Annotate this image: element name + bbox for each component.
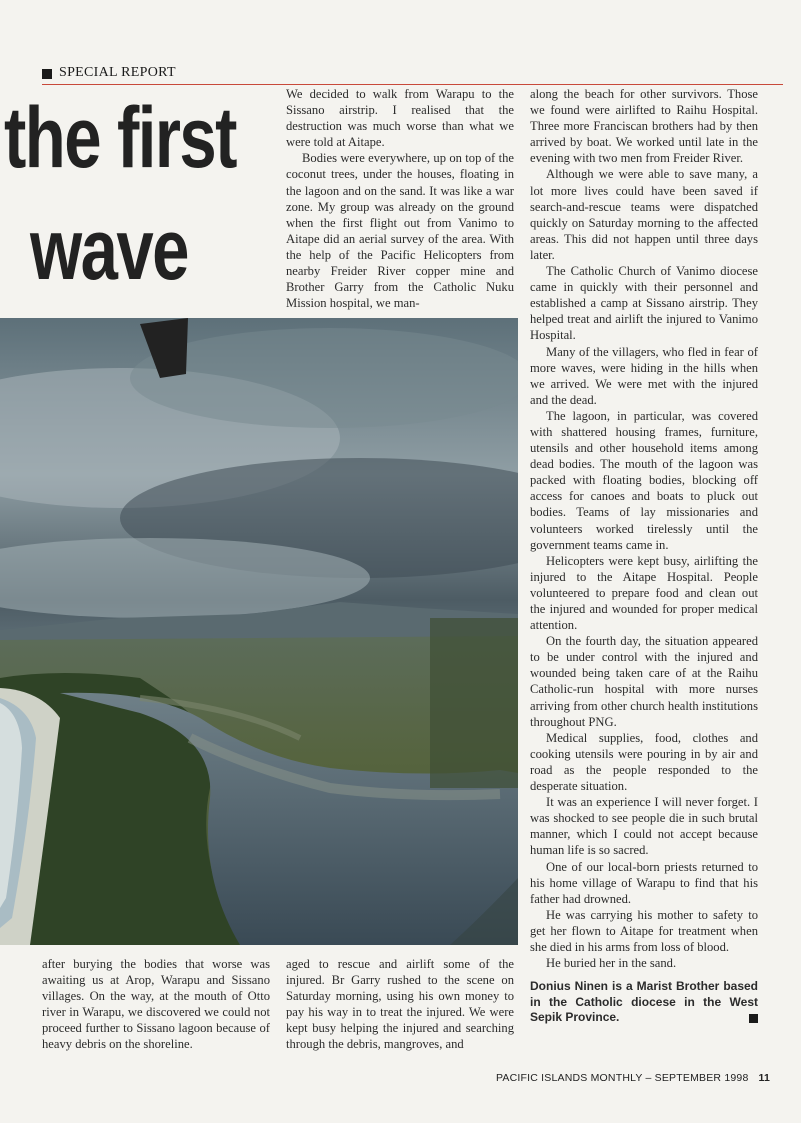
- publication-line: PACIFIC ISLANDS MONTHLY – SEPTEMBER 1998: [496, 1072, 749, 1084]
- page-footer: [0, 1072, 770, 1084]
- headline: [0, 78, 285, 323]
- paragraph: The Catholic Church of Vanimo diocese came in quickly with their personnel and established a camp at Sissano airstrip. They helped treat and airlift the injured to Vanimo Hospital.: [530, 264, 758, 343]
- paragraph: It was an experience I will never forget. I was shocked to see people die in such brutal manner, which I could not accept because human life is so sacred.: [530, 795, 758, 858]
- headline-line-1: the first: [4, 90, 236, 186]
- article-column-2: [286, 86, 514, 311]
- aerial-photo-lagoon: [0, 318, 518, 945]
- paragraph: Bodies were everywhere, up on top of the coconut trees, under the houses, floating in the lagoon and on the sand. It was like a war zone. My group was already on the ground when the first flight out from Vanimo to Aitape did an aerial survey of the area. With the help of the Pacific Helicopters from nearby Freider River copper mine and Brother Garry from the Catholic Nuku Mission hospital, we man-: [286, 151, 514, 311]
- paragraph: Helicopters were kept busy, airlifting the injured to the Aitape Hospital. People volunteered to prepare food and clean out the injured and wounded for proper medical attention.: [530, 553, 758, 633]
- headline-line-2: wave: [30, 202, 188, 298]
- article-column-1-bottom: [42, 956, 270, 1053]
- author-byline: [530, 979, 758, 1026]
- paragraph: We decided to walk from Warapu to the Sissano airstrip. I realised that the destruction was much worse than what we were told at Aitape.: [286, 87, 514, 150]
- paragraph: On the fourth day, the situation appeared to be under control with the injured and wounded being taken care of at the Raihu Catholic-run hospital with more nurses arriving from other church health institutions throughout PNG.: [530, 634, 758, 729]
- end-mark-icon: [749, 1014, 758, 1023]
- paragraph: One of our local-born priests returned to his home village of Warapu to find that his father had drowned.: [530, 859, 758, 906]
- paragraph: Many of the villagers, who fled in fear of more waves, were hiding in the hills when we arrived. We were met with the injured and the dead.: [530, 344, 758, 407]
- paragraph: after burying the bodies that worse was awaiting us at Arop, Warapu and Sissano villages. On the way, at the mouth of Otto river in Warapu, we discovered we could not proceed further to Sissano lagoon because of heavy debris on the shoreline.: [42, 957, 270, 1052]
- paragraph: aged to rescue and airlift some of the injured. Br Garry rushed to the scene on Saturday morning, using his own money to pay his way in to treat the injured. We were kept busy helping the injured and searching through the debris, mangroves, and: [286, 957, 514, 1052]
- paragraph: He buried her in the sand.: [546, 956, 677, 971]
- paragraph: The lagoon, in particular, was covered with shattered housing frames, furniture, utensils and other household items among dead bodies. The mouth of the lagoon was packed with floating bodies, blocking off access for canoes and boats to pluck out bodies. Teams of lay missionaries and volunteers worked tirelessly until the government teams came in.: [530, 408, 758, 552]
- article-column-2-bottom: [286, 956, 514, 1053]
- page-number: 11: [758, 1072, 770, 1084]
- paragraph: along the beach for other survivors. Those we found were airlifted to Raihu Hospital. Three more Franciscan brothers had by then arrived by boat. We worked until late in the evening with two men from Freider River.: [530, 87, 758, 166]
- article-column-3: [530, 86, 758, 1026]
- paragraph: Although we were able to save many, a lot more lives could have been saved if search-and-rescue teams were dispatched quickly on Saturday morning to the affected areas. This did not happen until three days later.: [530, 167, 758, 262]
- byline-text: Donius Ninen is a Marist Brother based in the Catholic diocese in the West Sepik Province.: [530, 979, 758, 1025]
- paragraph: He was carrying his mother to safety to get her flown to Aitape for treatment when she died in his arms from loss of blood.: [530, 907, 758, 954]
- paragraph: Medical supplies, food, clothes and cooking utensils were pouring in by air and road as the people responded to the desperate situation.: [530, 730, 758, 794]
- section-label: SPECIAL REPORT: [59, 65, 176, 80]
